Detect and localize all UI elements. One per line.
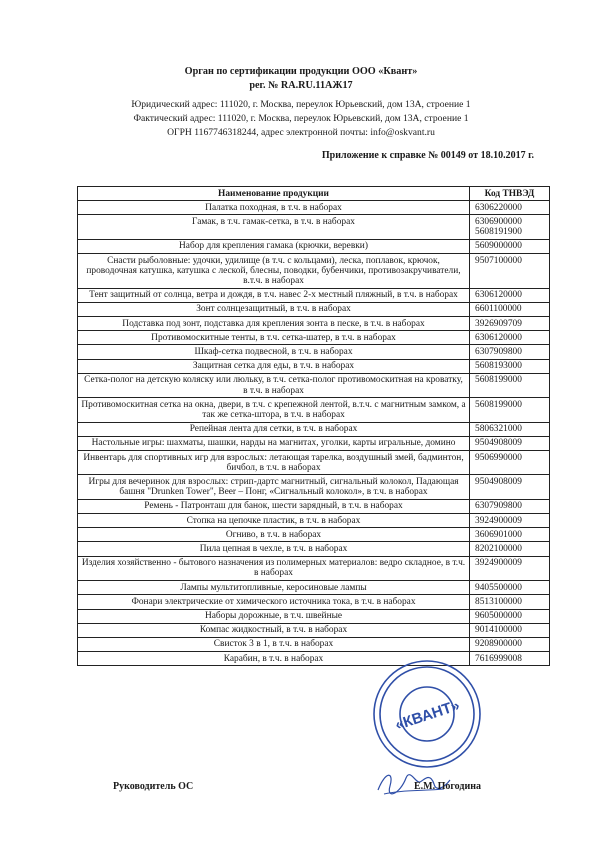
- table-row: [78, 542, 550, 556]
- product-name-cell: Сетка-полог на детскую коляску или люльку, в т.ч. сетка-полог противомоскитная на кроватку, в т.ч. в наборах: [78, 373, 470, 397]
- actual-address: Фактический адрес: 111020, г. Москва, переулок Юрьевский, дом 13А, строение 1: [133, 113, 469, 124]
- table-row: [78, 331, 550, 345]
- product-name-cell: Набор для крепления гамака (крючки, веревки): [78, 239, 470, 253]
- tnved-code-cell: 5608199000: [470, 398, 550, 422]
- product-name-cell: Палатка походная, в т.ч. в наборах: [78, 201, 470, 215]
- tnved-code-cell: 3926909709: [470, 317, 550, 331]
- product-name-cell: Огниво, в т.ч. в наборах: [78, 528, 470, 542]
- tnved-code-cell: 5806321000: [470, 422, 550, 436]
- table-row: [78, 595, 550, 609]
- registration-number: рег. № RA.RU.11АЖ17: [249, 80, 353, 91]
- table-row: [78, 499, 550, 513]
- product-name-cell: Гамак, в т.ч. гамак-сетка, в т.ч. в наборах: [78, 215, 470, 239]
- product-name-cell: Лампы мультитопливные, керосиновые лампы: [78, 581, 470, 595]
- tnved-code-cell: 3606901000: [470, 528, 550, 542]
- table-row: [78, 422, 550, 436]
- product-name-cell: Компас жидкостный, в т.ч. в наборах: [78, 623, 470, 637]
- product-name-cell: Свисток 3 в 1, в т.ч. в наборах: [78, 637, 470, 651]
- tnved-code-cell: 9405500000: [470, 581, 550, 595]
- product-name-cell: Настольные игры: шахматы, шашки, нарды на магнитах, уголки, карты игральные, домино: [78, 436, 470, 450]
- tnved-code-cell: 6306120000: [470, 288, 550, 302]
- table-row: [78, 398, 550, 422]
- tnved-code-cell: 9605000000: [470, 609, 550, 623]
- product-name-cell: Игры для вечеринок для взрослых: стрип-дартс магнитный, сигнальный колокол, Падающая башня "Drunken Tower", Beer – Понг, «Сигнальный колокол», в т.ч. в наборах: [78, 475, 470, 499]
- table-row: [78, 345, 550, 359]
- table-row: [78, 514, 550, 528]
- org-name: Орган по сертификации продукции ООО «Квант»: [184, 66, 418, 77]
- table-row: [78, 623, 550, 637]
- table-header-row: [78, 187, 550, 201]
- product-name-cell: Шкаф-сетка подвесной, в т.ч. в наборах: [78, 345, 470, 359]
- signatory-name: Е.М. Погодина: [414, 781, 481, 792]
- products-table: [77, 186, 550, 666]
- tnved-code-cell: 5608199000: [470, 373, 550, 397]
- product-name-cell: Зонт солнцезащитный, в т.ч. в наборах: [78, 302, 470, 316]
- table-row: [78, 436, 550, 450]
- tnved-code-cell: 6306900000 5608191900: [470, 215, 550, 239]
- table-row: [78, 359, 550, 373]
- tnved-code-cell: 8202100000: [470, 542, 550, 556]
- table-row: [78, 475, 550, 499]
- tnved-code-cell: 7616999008: [470, 652, 550, 666]
- product-name-cell: Наборы дорожные, в т.ч. швейные: [78, 609, 470, 623]
- table-row: [78, 528, 550, 542]
- tnved-code-cell: 6306220000: [470, 201, 550, 215]
- tnved-code-cell: 3924900009: [470, 556, 550, 580]
- table-row: [78, 239, 550, 253]
- organization-stamp: [371, 658, 483, 770]
- table-row: [78, 317, 550, 331]
- table-row: [78, 451, 550, 475]
- product-name-cell: Защитная сетка для еды, в т.ч. в наборах: [78, 359, 470, 373]
- column-header-code: Код ТНВЭД: [470, 187, 550, 201]
- table-row: [78, 609, 550, 623]
- product-name-cell: Фонари электрические от химического источника тока, в т.ч. в наборах: [78, 595, 470, 609]
- table-row: [78, 637, 550, 651]
- stamp-center-text: «КВАНТ»: [393, 697, 462, 734]
- table-row: [78, 201, 550, 215]
- appendix-title: Приложение к справке № 00149 от 18.10.2017 г.: [321, 150, 534, 161]
- tnved-code-cell: 5609000000: [470, 239, 550, 253]
- tnved-code-cell: 5608193000: [470, 359, 550, 373]
- product-name-cell: Пила цепная в чехле, в т.ч. в наборах: [78, 542, 470, 556]
- tnved-code-cell: 6601100000: [470, 302, 550, 316]
- table-row: [78, 302, 550, 316]
- column-header-name: Наименование продукции: [78, 187, 470, 201]
- product-name-cell: Карабин, в т.ч. в наборах: [78, 652, 470, 666]
- tnved-code-cell: 9506990000: [470, 451, 550, 475]
- product-name-cell: Снасти рыболовные: удочки, удилище (в т.ч. с кольцами), леска, поплавок, крючок, проводочная катушка, катушка с леской, блесны, поводки, бубенчики, противозакручиватели, в.т.ч. в наборах: [78, 254, 470, 289]
- tnved-code-cell: 9504908009: [470, 475, 550, 499]
- tnved-code-cell: 3924900009: [470, 514, 550, 528]
- table-row: [78, 556, 550, 580]
- table-row: [78, 215, 550, 239]
- product-name-cell: Противомоскитная сетка на окна, двери, в т.ч. с крепежной лентой, в.т.ч. с магнитным замком, а так же сетка-штора, в т.ч. в наборах: [78, 398, 470, 422]
- product-name-cell: Стопка на цепочке пластик, в т.ч. в наборах: [78, 514, 470, 528]
- product-name-cell: Инвентарь для спортивных игр для взрослых: летающая тарелка, воздушный змей, бадминтон, бичбол, в т.ч. в наборах: [78, 451, 470, 475]
- tnved-code-cell: 6306120000: [470, 331, 550, 345]
- tnved-code-cell: 6307909800: [470, 345, 550, 359]
- product-name-cell: Подставка под зонт, подставка для крепления зонта в песке, в т.ч. в наборах: [78, 317, 470, 331]
- product-name-cell: Ремень - Патронташ для банок, шести зарядный, в т.ч. в наборах: [78, 499, 470, 513]
- signatory-role: Руководитель ОС: [113, 781, 194, 792]
- table-row: [78, 581, 550, 595]
- ogrn-line: ОГРН 1167746318244, адрес электронной почты: info@oskvant.ru: [167, 127, 435, 138]
- legal-address: Юридический адрес: 111020, г. Москва, переулок Юрьевский, дом 13А, строение 1: [131, 99, 471, 110]
- tnved-code-cell: 9208900000: [470, 637, 550, 651]
- table-row: [78, 373, 550, 397]
- product-name-cell: Репейная лента для сетки, в т.ч. в наборах: [78, 422, 470, 436]
- tnved-code-cell: 9014100000: [470, 623, 550, 637]
- product-name-cell: Тент защитный от солнца, ветра и дождя, в т.ч. навес 2-х местный пляжный, в т.ч. в наборах: [78, 288, 470, 302]
- tnved-code-cell: 9504908009: [470, 436, 550, 450]
- tnved-code-cell: 6307909800: [470, 499, 550, 513]
- table-row: [78, 288, 550, 302]
- product-name-cell: Изделия хозяйственно - бытового назначения из полимерных материалов: ведро складное, в т.ч. в наборах: [78, 556, 470, 580]
- tnved-code-cell: 8513100000: [470, 595, 550, 609]
- product-name-cell: Противомоскитные тенты, в т.ч. сетка-шатер, в т.ч. в наборах: [78, 331, 470, 345]
- tnved-code-cell: 9507100000: [470, 254, 550, 289]
- table-row: [78, 254, 550, 289]
